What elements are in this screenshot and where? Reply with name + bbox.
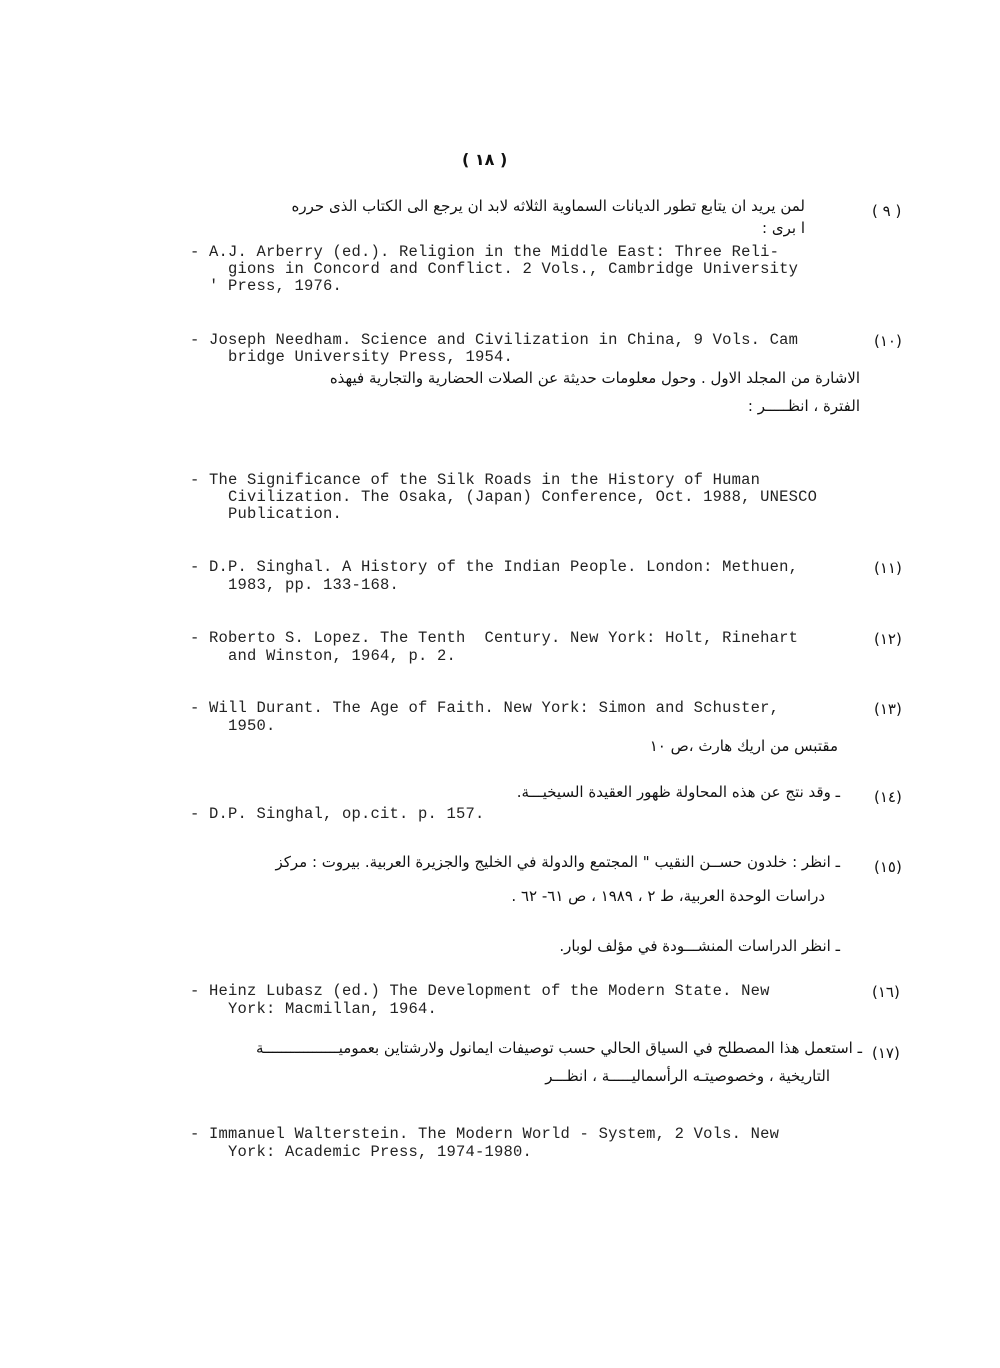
reference-durant-line-2: 1950.: [190, 717, 276, 735]
footnote-number-10: (١٠): [874, 332, 902, 350]
reference-needham-line-2: bridge University Press, 1954.: [190, 348, 514, 366]
reference-arberry-line-1: - A.J. Arberry (ed.). Religion in the Middle East: Three Reli-: [190, 243, 780, 261]
footnote-number-17: (١٧): [872, 1044, 900, 1062]
note-10-arabic-line-1: الاشارة من المجلد الاول . وحول معلومات حديثة عن الصلات الحضارية والتجارية فيهذه: [329, 369, 860, 387]
note-9-arabic-line-1: لمن يريد ان يتابع تطور الديانات السماوية الثلاثه لابد ان يرجع الى الكتاب الذى حرره: [291, 197, 805, 215]
reference-singhal-line-2: 1983, pp. 133-168.: [190, 576, 400, 594]
reference-lopez-line-1: - Roberto S. Lopez. The Tenth Century. New York: Holt, Rinehart: [190, 629, 799, 647]
reference-needham-line-1: - Joseph Needham. Science and Civilization in China, 9 Vols. Cam: [190, 331, 799, 349]
note-10-arabic-line-2: الفترة ، انظـــــر :: [747, 397, 860, 415]
reference-arberry-line-2: gions in Concord and Conflict. 2 Vols., Cambridge University: [190, 260, 799, 278]
note-17-arabic-line-2: التاريخية ، وخصوصيتـه الرأسماليـــــة ، انظـــر: [545, 1067, 830, 1085]
reference-silk-roads-line-3: Publication.: [190, 505, 343, 523]
footnote-number-16: (١٦): [872, 983, 900, 1001]
footnote-number-12: (١٢): [874, 630, 902, 648]
reference-lubasz-line-1: - Heinz Lubasz (ed.) The Development of the Modern State. New: [190, 982, 770, 1000]
reference-walterstein-line-2: York: Academic Press, 1974-1980.: [190, 1143, 533, 1161]
note-15-arabic-line-1: ـ انظر : خلدون حســن النقيب " المجتمع والدولة في الخليج والجزيرة العربية. بيروت : مركز: [275, 853, 840, 871]
note-17-arabic-line-1: ـ استعمل هذا المصطلح في السياق الحالي حسب توصيفات ايمانول ولارشتاين بعموميـــــــــــــــــة: [256, 1039, 862, 1057]
note-14-arabic-line: ـ وقد نتج عن هذه المحاولة ظهور العقيدة السيخيـــة.: [516, 783, 840, 801]
footnote-number-14: (١٤): [874, 788, 902, 806]
reference-singhal-line-1: - D.P. Singhal. A History of the Indian People. London: Methuen,: [190, 558, 799, 576]
reference-silk-roads-line-2: Civilization. The Osaka, (Japan) Conference, Oct. 1988, UNESCO: [190, 488, 818, 506]
footnote-number-15: (١٥): [874, 858, 902, 876]
reference-arberry-line-3: ' Press, 1976.: [190, 277, 343, 295]
page-number: ( ١٨ ): [462, 150, 508, 169]
footnote-number-13: (١٣): [874, 700, 902, 718]
reference-silk-roads-line-1: - The Significance of the Silk Roads in the History of Human: [190, 471, 761, 489]
footnote-number-11: (١١): [874, 559, 902, 577]
reference-lopez-line-2: and Winston, 1964, p. 2.: [190, 647, 457, 665]
reference-singhal-opcit: - D.P. Singhal, op.cit. p. 157.: [190, 805, 485, 823]
note-13-arabic-line: مقتبس من اريك هارث ،ص ١٠: [649, 737, 838, 755]
note-15-arabic-line-3: ـ انظر الدراسات المنشـــودة في مؤلف لوبار.: [559, 937, 840, 955]
note-9-arabic-line-2: ا برى :: [762, 219, 805, 237]
footnote-number-9: ( ٩ ): [872, 202, 902, 220]
reference-durant-line-1: - Will Durant. The Age of Faith. New York: Simon and Schuster,: [190, 699, 780, 717]
reference-walterstein-line-1: - Immanuel Walterstein. The Modern World - System, 2 Vols. New: [190, 1125, 780, 1143]
reference-lubasz-line-2: York: Macmillan, 1964.: [190, 1000, 438, 1018]
note-15-arabic-line-2: دراسات الوحدة العربية، ط ٢ ، ١٩٨٩ ، ص ٦١- ٦٢ .: [511, 887, 825, 905]
